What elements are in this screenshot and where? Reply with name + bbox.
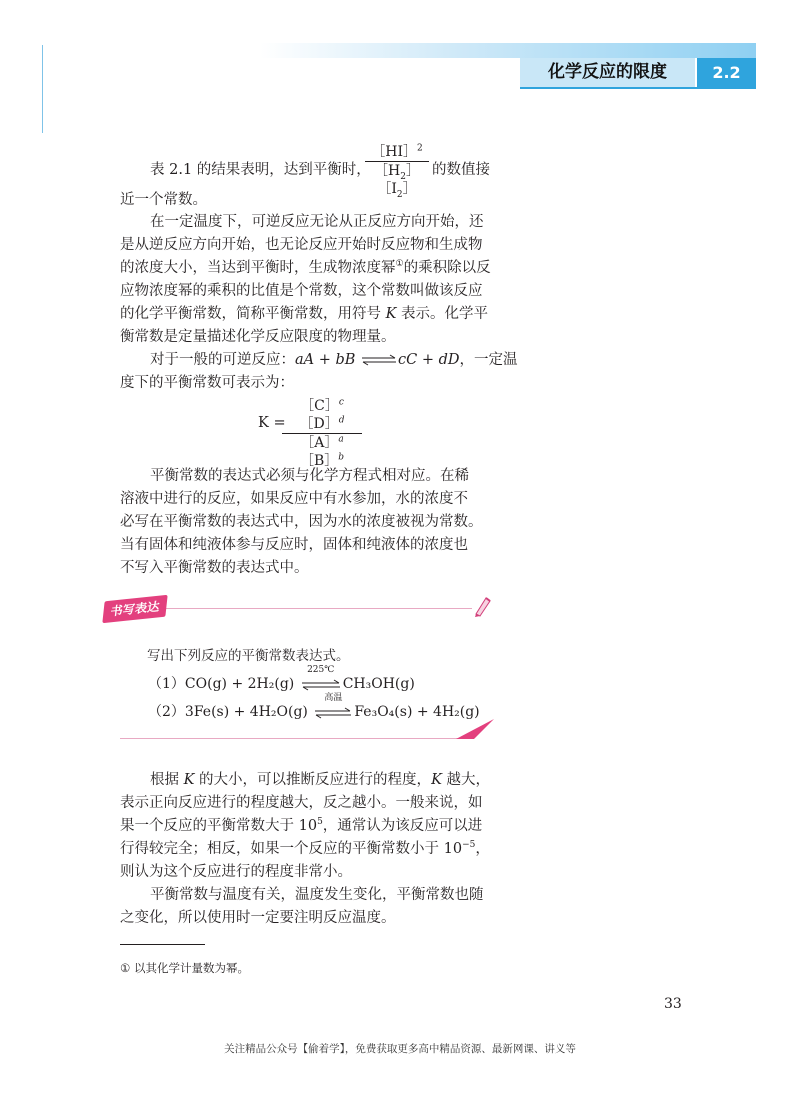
fraction-numerator: ［HI］$^2$ bbox=[371, 143, 423, 160]
para6-line1: 平衡常数与温度有关，温度发生变化，平衡常数也随 bbox=[150, 887, 484, 903]
para4-line1: 平衡常数的表达式必须与化学方程式相对应。在稀 bbox=[150, 468, 469, 484]
equilibrium-arrow-icon bbox=[314, 707, 352, 719]
k-numerator: ［C］$^c$［D］$^d$ bbox=[299, 397, 345, 432]
equilibrium-arrow-icon bbox=[301, 679, 341, 691]
para2-line6: 衡常数是定量描述化学反应限度的物理量。 bbox=[120, 329, 396, 345]
para4-line3: 必写在平衡常数的表达式中，因为水的浓度被视为常数。 bbox=[120, 514, 483, 530]
para4-line5: 不写入平衡常数的表达式中。 bbox=[120, 560, 309, 576]
para1-text-post: 的数值接 bbox=[432, 162, 490, 178]
reaction-1: （1）CO(g) + 2H₂(g) 225℃ CH₃OH(g) bbox=[148, 665, 415, 692]
reaction-1-condition: 225℃ bbox=[307, 665, 335, 675]
reaction-2: （2）3Fe(s) + 4H₂O(g) 高温 Fe₃O₄(s) + 4H₂(g) bbox=[148, 693, 480, 720]
footer-watermark-text: 关注精品公众号【偷着学】，免费获取更多高中精品资源、最新网课、讲义等 bbox=[224, 1043, 576, 1055]
k-formula-fraction bbox=[282, 397, 362, 470]
para5-line3: 果一个反应的平衡常数大于 $10^5$，通常认为该反应可以进 bbox=[120, 817, 483, 834]
pencil-icon bbox=[470, 594, 492, 618]
writing-box-corner-decoration bbox=[456, 718, 496, 742]
para6-line2: 之变化，所以使用时一定要注明反应温度。 bbox=[120, 910, 396, 926]
equilibrium-arrow-icon bbox=[360, 354, 398, 366]
para5-line2: 表示正向反应进行的程度越大，反之越小。一般来说，如 bbox=[120, 795, 483, 811]
para4-line2: 溶液中进行的反应，如果反应中有水参加，水的浓度不 bbox=[120, 491, 468, 507]
section-number: 2.2 bbox=[697, 58, 756, 87]
writing-prompt: 写出下列反应的平衡常数表达式。 bbox=[147, 648, 350, 664]
page-number: 33 bbox=[664, 996, 682, 1012]
k-symbol: K = bbox=[258, 415, 286, 431]
para1-line1 bbox=[150, 160, 371, 180]
header-gradient-band bbox=[260, 43, 756, 58]
k-denominator: ［A］$^a$［B］$^b$ bbox=[299, 434, 345, 469]
fraction-denominator: $[H_2][I_2]$ bbox=[374, 163, 420, 200]
left-margin-rule bbox=[42, 45, 43, 133]
para2-line5: 的化学平衡常数，简称平衡常数，用符号 K 表示。化学平 bbox=[120, 306, 489, 322]
para2-line1: 在一定温度下，可逆反应无论从正反应方向开始，还 bbox=[150, 214, 484, 230]
para3-line1: 对于一般的可逆反应：aA + bB cC + dD，一定温 bbox=[150, 352, 518, 368]
reaction-1-arrow bbox=[299, 665, 343, 694]
reaction-2-arrow bbox=[312, 693, 354, 722]
footnote-marker: ① bbox=[395, 259, 404, 270]
hi-ratio-fraction bbox=[365, 143, 429, 198]
para2-line4: 应物浓度幂的乘积的比值是个常数，这个常数叫做该反应 bbox=[120, 283, 483, 299]
para5-line4: 行得较完全；相反，如果一个反应的平衡常数小于 $10^{-5}$， bbox=[120, 840, 490, 857]
para2-line2: 是从逆反应方向开始，也无论反应开始时反应物和生成物 bbox=[120, 237, 483, 253]
writing-box-bottom-rule bbox=[120, 738, 458, 739]
header-underline bbox=[520, 87, 756, 89]
writing-box-label: 书写表达 bbox=[102, 595, 167, 623]
para5-line1: 根据 K 的大小，可以推断反应进行的程度，K 越大， bbox=[150, 772, 491, 788]
para1-line2: 近一个常数。 bbox=[120, 192, 207, 208]
para4-line4: 当有固体和纯液体参与反应时，固体和纯液体的浓度也 bbox=[120, 537, 468, 553]
footnote-rule bbox=[120, 944, 205, 945]
footnote: ① 以其化学计量数为幂。 bbox=[120, 961, 249, 975]
para3-line2: 度下的平衡常数可表示为： bbox=[120, 375, 294, 391]
chapter-title: 化学反应的限度 bbox=[520, 58, 695, 87]
para1-text-pre: 表 2.1 的结果表明，达到平衡时， bbox=[150, 162, 371, 178]
para5-line5: 则认为这个反应进行的程度非常小。 bbox=[120, 864, 352, 880]
writing-box-top-rule bbox=[165, 608, 472, 609]
para2-line3: 的浓度大小，当达到平衡时，生成物浓度幂①的乘积除以反 bbox=[120, 259, 491, 276]
reaction-2-condition: 高温 bbox=[324, 693, 343, 703]
